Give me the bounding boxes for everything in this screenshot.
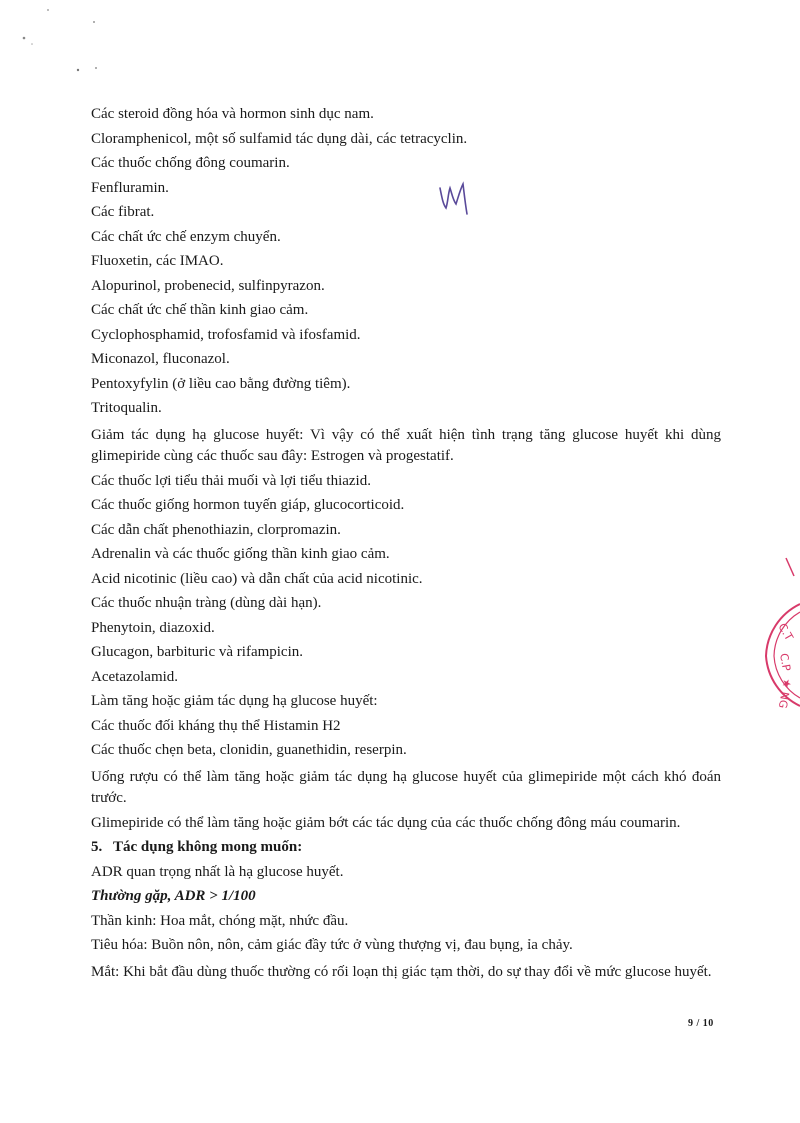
text-line: Glucagon, barbituric và rifampicin. [91, 644, 304, 660]
section-number: 5. [91, 839, 103, 855]
text-line: Các thuốc đối kháng thụ thể Histamin H2 [91, 717, 341, 734]
text-line: Phenytoin, diazoxid. [91, 619, 215, 636]
text-line: Các chất ức chế thần kinh giao cảm. [91, 302, 309, 318]
text-line: Làm tăng hoặc giảm tác dụng hạ glucose huyết: [91, 693, 378, 709]
text-line: Cloramphenicol, một số sulfamid tác dụng dài, các tetracyclin. [91, 130, 468, 147]
svg-text:C.T: C.T [775, 621, 796, 644]
text-line: Alopurinol, probenecid, sulfinpyrazon. [91, 277, 325, 294]
eye-paragraph: Mắt: Khi bắt đầu dùng thuốc thường có rối loạn thị giác tạm thời, do sự thay đổi về mức glucose huyết. [91, 963, 712, 980]
digestive-line: Tiêu hóa: Buồn nôn, nôn, cảm giác đầy tức ở vùng thượng vị, đau bụng, ỉa chảy. [91, 937, 573, 953]
text-line: Các thuốc lợi tiểu thải muối và lợi tiểu thiazid. [91, 472, 371, 489]
text-line: Các dẫn chất phenothiazin, clorpromazin. [91, 521, 341, 538]
text-line: Acetazolamid. [91, 668, 179, 685]
text-line: Fluoxetin, các IMAO. [91, 253, 224, 269]
page-number: 9 / 10 [688, 1018, 714, 1029]
text-line: Các steroid đồng hóa và hormon sinh dục nam. [91, 106, 374, 122]
coumarin-line: Glimepiride có thể làm tăng hoặc giảm bớt các tác dụng của các thuốc chống đông máu coumarin. [91, 814, 681, 831]
common-adr-subheading: Thường gặp, ADR > 1/100 [91, 888, 256, 904]
svg-text:★ NG: ★ NG [775, 677, 794, 710]
text-line: Pentoxyfylin (ở liều cao bằng đường tiêm). [91, 375, 351, 392]
neuro-line: Thần kinh: Hoa mắt, chóng mặt, nhức đầu. [91, 912, 349, 929]
decrease-effect-paragraph: Giảm tác dụng hạ glucose huyết: Vì vậy có thể xuất hiện tình trạng tăng glucose huyết khi dùng glimepiride cùng các thuốc sau đây: Estrogen và progestatif. [91, 426, 721, 464]
text-line: Cyclophosphamid, trofosfamid và ifosfamid. [91, 326, 361, 343]
svg-text:C.P: C.P [777, 652, 793, 673]
text-line: Các thuốc giống hormon tuyến giáp, glucocorticoid. [91, 497, 405, 513]
scan-marks [0, 0, 120, 80]
text-line: Acid nicotinic (liều cao) và dẫn chất của acid nicotinic. [91, 570, 423, 587]
section-5-heading [91, 837, 721, 862]
text-line: Tritoqualin. [91, 400, 162, 416]
adr-intro-line: ADR quan trọng nhất là hạ glucose huyết. [91, 863, 344, 880]
text-line: Các thuốc chẹn beta, clonidin, guanethidin, reserpin. [91, 742, 407, 758]
text-line: Adrenalin và các thuốc giống thần kinh giao cảm. [91, 546, 390, 562]
text-line: Miconazol, fluconazol. [91, 351, 230, 367]
text-line: Các thuốc nhuận tràng (dùng dài hạn). [91, 595, 322, 611]
text-line: Các fibrat. [91, 204, 155, 220]
text-line: Các chất ức chế enzym chuyển. [91, 228, 281, 245]
text-line: Các thuốc chống đông coumarin. [91, 155, 290, 171]
alcohol-paragraph: Uống rượu có thể làm tăng hoặc giảm tác dụng hạ glucose huyết của glimepiride một cách khó đoán trước. [91, 768, 721, 806]
text-line: Fenfluramin. [91, 179, 169, 196]
section-title: Tác dụng không mong muốn: [113, 839, 303, 855]
document-body [91, 104, 721, 987]
company-stamp-partial [756, 556, 800, 716]
